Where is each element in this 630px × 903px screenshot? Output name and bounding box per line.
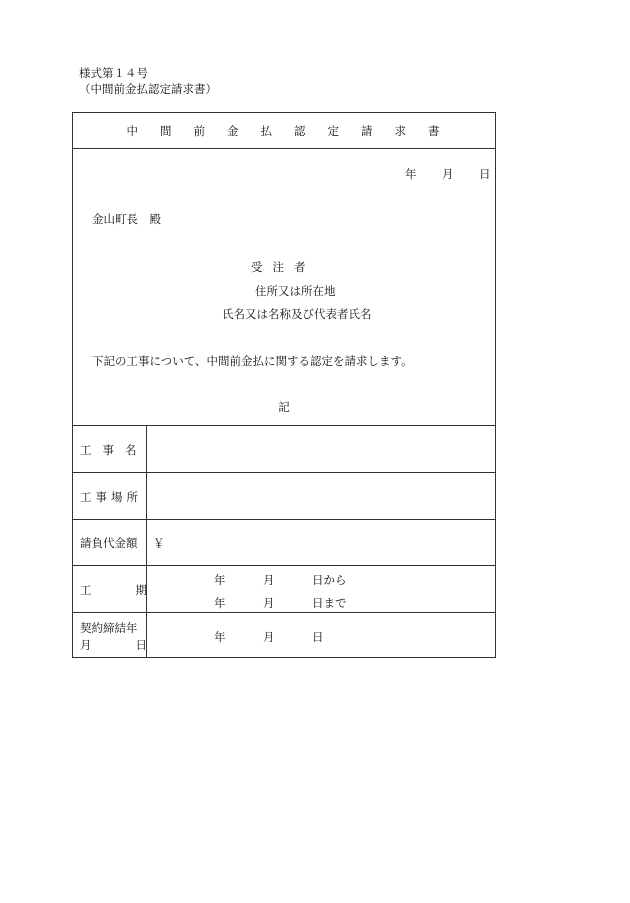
contract-amount-label: 請負代金額 xyxy=(80,536,138,550)
request-text: 下記の工事について、中間前金払に関する認定を請求します。 xyxy=(92,354,413,368)
construction-period-label: 工 期 xyxy=(80,583,147,597)
period-to-year: 年 xyxy=(214,596,226,610)
construction-name-label: 工 事 名 xyxy=(80,443,137,457)
row-divider-1 xyxy=(73,472,495,473)
name-label: 氏名又は名称及び代表者氏名 xyxy=(222,307,372,321)
contract-date-year: 年 xyxy=(214,630,226,644)
contract-date-month: 月 xyxy=(263,630,275,644)
form-title: 中 間 前 金 払 認 定 請 求 書 xyxy=(126,124,442,138)
note-mark: 記 xyxy=(278,400,290,414)
contractor-label: 受 注 者 xyxy=(251,260,306,274)
period-from-year: 年 xyxy=(214,573,226,587)
contract-date-label-line1: 契約締結年 xyxy=(80,621,138,635)
address-label: 住所又は所在地 xyxy=(255,284,336,298)
row-divider-4 xyxy=(73,612,495,613)
yen-symbol: ￥ xyxy=(153,536,165,550)
table-top-border xyxy=(73,425,495,426)
row-divider-3 xyxy=(73,565,495,566)
form-subtitle: （中間前金払認定請求書） xyxy=(79,82,217,96)
period-to-day: 日まで xyxy=(312,596,347,610)
contract-date-day: 日 xyxy=(312,630,324,644)
construction-site-label: 工 事 場 所 xyxy=(80,490,138,504)
addressee: 金山町長 殿 xyxy=(92,212,161,226)
period-from-month: 月 xyxy=(263,573,275,587)
request-form-box xyxy=(72,112,496,658)
date-year: 年 xyxy=(405,167,417,181)
date-day: 日 xyxy=(479,167,491,181)
contract-date-label-line2: 月 日 xyxy=(80,638,147,652)
date-month: 月 xyxy=(442,167,454,181)
row-divider-2 xyxy=(73,519,495,520)
title-divider xyxy=(73,148,495,149)
period-to-month: 月 xyxy=(263,596,275,610)
form-number: 様式第１４号 xyxy=(79,66,148,80)
period-from-day: 日から xyxy=(312,573,347,587)
label-column-divider xyxy=(146,425,147,658)
